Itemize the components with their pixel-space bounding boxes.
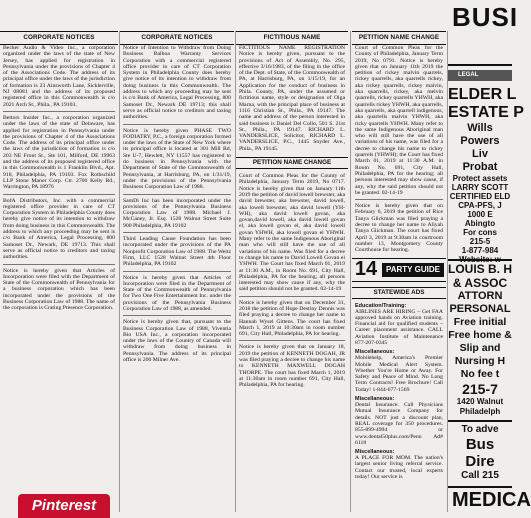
fictitious-name-column [236, 0, 348, 512]
divider [3, 264, 115, 265]
party-guide-number: 14 [354, 258, 378, 280]
party-guide-banner[interactable] [352, 258, 446, 282]
corporate-notices-column-2 [120, 0, 234, 512]
notice-paragraph: Becker Audio & Video Inc., a corporation organized under the laws of the state of New Jersey, has applied for registration in Pennsylvania under the provisions of Chapter 4 of the Associations Code. The address of its principal office under the laws of the jurisdiction of formation is 23 Ainsworth Lane, Sicklerville, NJ 08081 and the address of its proposed registered office in this Commonwealth is c/o 2021 Arch St., Phila., PA 19103. [3, 45, 115, 108]
ad-text: Dental Insurance. Call Physicians Mutual Insurance Company for details. NOT just a discount plan, REAL coverage for 350 procedures. 855-899-4994 or www.dental50plus.com/Penn Ad# 6118 [355, 402, 443, 446]
ad-category: Miscellaneous: [355, 396, 395, 403]
petition-name-change-column [352, 0, 446, 512]
divider [448, 64, 512, 66]
notice-paragraph: Bettors Insider Inc., a corporation organized under the laws of the state of Delaware, has applied for registration in Pennsylvania under the provisions of Chapter 4 of the Associations Code. The address of its principal office under the laws of the jurisdiction of formation is c/o 203 NE Front St., Ste 101, Milford, DE 19963 and the address of its proposed registered office in this Commonwealth is 1 Franklin Blvd., Apt. 918, Philadelphia, PA 19103. Fox Rothschild LLP Stone Manor Corp. Ctr. 2700 Kelly Rd., Warrington, PA 18976 [3, 114, 115, 191]
petition-paragraph: Notice is hereby given that on January 18, 2019 the petition of KENNETH DOGAH, JR was filed praying a decree to change his name to KENNETH MAXWELL DOGAH THORPE. The court has fixed March 1, 2019 at 11:30am in room number 691, City Hall, Philadelphia, PA for hearing. [239, 344, 345, 389]
section-header: CORPORATE NOTICES [120, 31, 234, 45]
divider [123, 271, 231, 272]
petition-paragraph: Court of Common Pleas for the County of Philadelphia, January Term 2019, No 0717. Notice is hereby given that on January 11th 2019 the petition of david lowell brewster, aka david brewster, aka brewster, david lowell, aka lowell brewster, aka david lowell (YH-WH), aka david lowell govan, aka govan,david lowell, aka david lowell govan el, aka lowell govan el, aka david lowell govan YHWH, aka lowell govan el YHWH. Many refer to the same Indigenous Aboriginal man who will still have the use of all variations of his name. Was filed for a decree to change his name to David Lowell Govan el YHWH. The Court has fixed March 01, 2019 at 11:30 A.M., in Room No. 691, City Hall, Philadelphia, PA for the hearing; all persons interested may show cause if any, why the said petition should not be granted. 02-14-19 [239, 173, 345, 293]
notice-paragraph: Notice of Intention to Withdraw from Doing Business Balboa Warranty Services Corporation with a commercial registered office provider in care of CT Corporation System in Philadelphia County does hereby give notice of its intention to withdraw from doing business in this Commonwealth. The address to which any proceeding may be sent is c/o Bank of America, Legal Processing, 800 Samoset Dr., Newark DE 19713; this shall serve as official notice to creditors and taxing authorities. [123, 45, 231, 121]
notice-paragraph: Notice is hereby given that, pursuant to the Business Corporation Law of 1988, Viventia Bio USA Inc., a corporation incorporated under the laws of the Country of Canada will withdraw from doing business in Pennsylvania. The address of its principal office is 200 Milner Ave. [123, 319, 231, 364]
medical-heading: MEDICA [452, 489, 531, 511]
section-header: CORPORATE NOTICES [0, 31, 118, 45]
divider [3, 111, 115, 112]
notice-paragraph: BofA Distributors, Inc. with a commercial registered office provider in care of CT Corporation System in Philadelphia County does hereby give notice of its intention to withdraw from doing business in this Commonwealth. The address to which any proceeding may be sent is c/o Bank of America, Legal Processing, 800 Samoset Dr., Newark, DE 19713. This shall serve as official notice to creditors and taxing authorities. [3, 197, 115, 261]
divider [355, 199, 443, 200]
divider [123, 194, 231, 195]
pinterest-promo[interactable]: Pinterest [18, 494, 110, 518]
petition-paragraph: Notice is hereby given that on February 6, 2019 the petition of Rice Tanya Glickman was filed praying a decree to change her name to Aliyah Tanya Glickman. The court has fixed April 3, 2019 at 9:30am in courtroom number 13, Montgomery County Courthouse for hearing. [355, 203, 443, 254]
corporate-notices-column-1 [0, 0, 118, 512]
personal-injury-ad[interactable]: LOUIS B. H & ASSOC ATTORN PERSONAL Free initial Free home & Slip and Nursing H No fee t 215-7 1420 Walnut Philadelph [448, 262, 513, 416]
notice-paragraph: Notice is hereby given PHASE TWO FODIATRY, P.C., a foreign corporation formed under the laws of the State of New York where its principal office is located at 301 Mill Rd, Ste U-7, Hewlett, NY 11557 has registered to do business in Pennsylvania with the Department of State of the Commonwealth of Pennsylvania, at Harrisburg, PA, on 1/31/19, under the provisions of the Pennsylvania Business Corporation Law of 1988. [123, 127, 231, 191]
business-directory-sidebar [448, 0, 531, 512]
ad-text: AIRLINES ARE HIRING – Get FAA approved hands on Aviation training. Financial aid for qualified students – Career placement assistance. CALL Aviation Institute of Maintenance 877-207-0345 [355, 308, 443, 346]
divider [448, 420, 512, 422]
notice-paragraph: Notice is hereby given that Articles of Incorporation were filed with the Department of State of the Commonwealth of Pennsylvania for a business corporation which has been incorporated under the provisions of the Business Corporation Law of 1988. The name of the corporation is Crating Presence Corporation. [3, 267, 115, 312]
legal-tab: LEGAL [448, 70, 512, 81]
ad-text: A PLACE FOR MOM. The nation's largest senior living referral service. Contact our trusted, local experts today! Our service is [355, 455, 443, 481]
divider [239, 340, 345, 341]
divider [123, 315, 231, 316]
divider [3, 194, 115, 195]
section-header: PETITION NAME CHANGE [352, 31, 446, 45]
elder-law-ad[interactable]: ELDER L ESTATE P Wills Powers Liv Probat Protect assets LARRY SCOTT CERTIFIED ELD CPA-PFS, J 1000 E Abingto For cons 215-5 1-877-984 [448, 86, 524, 255]
divider [448, 259, 512, 261]
notice-paragraph: FICTITIOUS NAME REGISTRATION Notice is hereby given, pursuant to the provisions of Act of Assembly, No. 295, effective 3/16/1983, of the filing in the office of the Dept. of State, of the Commonwealth of PA, at Harrisburg, PA, on 1/15/19, for an Application for the conduct of business in Phila. County, PA, under the assumed or fictitious name, style or designation of Olga Marna, with the principal place of business at 1116 Christian St., Phila., PA 19147. The name and address of the person interested in said business is Daniel Del Collo, 501 S. 21st St., Phila., PA 19147. RICHARD L. VANDERSLICE, Solicitor, RICHARD L. VANDERSLICE, P.C., 1445 Snyder Ave., Phila., PA 19145. [239, 45, 345, 152]
notice-paragraph: SamDi Inc has been incorporated under the provisions of the Pennsylvania Business Corporation Law of 1988. Michael J. McCaney, Jr. Esq. 1528 Walnut Street Suite 900 Philadelphia, PA 19102 [123, 197, 231, 229]
notice-paragraph: Third Leading Cause Foundation has been incorporated under the provisions of the PA Nonprofit Corporation Law of 1988. The Weitz Firm, LLC 1528 Walnut Street 4th Floor Philadelphia, PA 19102 [123, 236, 231, 268]
divider [239, 296, 345, 297]
divider [123, 232, 231, 233]
ad-category: Miscellaneous: [355, 449, 395, 456]
section-subheader: PETITION NAME CHANGE [236, 157, 348, 169]
ad-category: Education/Training: [355, 302, 407, 309]
section-header: FICTITIOUS NAME [236, 31, 348, 45]
ad-category: Miscellaneous: [355, 349, 395, 356]
section-subheader: STATEWIDE ADS [352, 287, 446, 299]
notice-paragraph: Notice is hereby given that Articles of Incorporation were filed in the Department of State of the Commonwealth of Pennsylvania for Two One Five Entertainment Inc. under the provisions of the Pennsylvania Business Corporation Law of 1988, as amended. [123, 274, 231, 312]
advertise-ad[interactable]: To adve Bus Dire Call 215 [461, 424, 499, 481]
petition-paragraph: Notice is hereby given that on December 31, 2018 the petition of Hope Destiny Dennis was filed praying a decree to change her name to Hannah Wysel Gittens. The court has fixed March 1, 2019 at 10:30am in room number 691, City Hall, Philadelphia, PA for hearing. [239, 299, 345, 338]
column-rule [350, 31, 351, 512]
sidebar-title: BUSI [452, 2, 519, 32]
party-guide-label: PARTY GUIDE [382, 263, 444, 277]
divider [123, 124, 231, 125]
petition-paragraph: Court of Common Pleas for the County of Philadelphia, January Term 2019, No 0791. Notice is hereby given that on January 11th 2019 the petition of rickey malvin quarrels, rickey quarrells, aka quarrells rickey, aka rickey quarrells, rickey malvin, aka quarrells, rickey, aka melvin quarrells, rickey quarrells YHWH, aka quarrells rickey YHWH, aka quarrells, aka quarrells, aka quarrell indigenous, aka quarrells malvin YHWH, aka ricky quarrells YHWH. Many refer to the same Indigenous Aboriginal man who will still have the use of all variations of his name, was filed for a decree to change his name to rickey quarrels (YHWH); the Court has fixed March 01, 2019 at 11:30 A.M. in Room No. 691, City Hall, Philadelphia, PA for the hearing; all persons interested may show cause, if any, why the said petition should not be granted. 02-14-19 [355, 45, 443, 196]
ad-text: Mobilehelp, America's Premier Mobile Medical Alert System. Whether You're Home or Away. For Safety and Peace of Mind. No Long Term Contracts! Free Brochure! Call Today! 1-844-677-1569 [355, 355, 443, 393]
